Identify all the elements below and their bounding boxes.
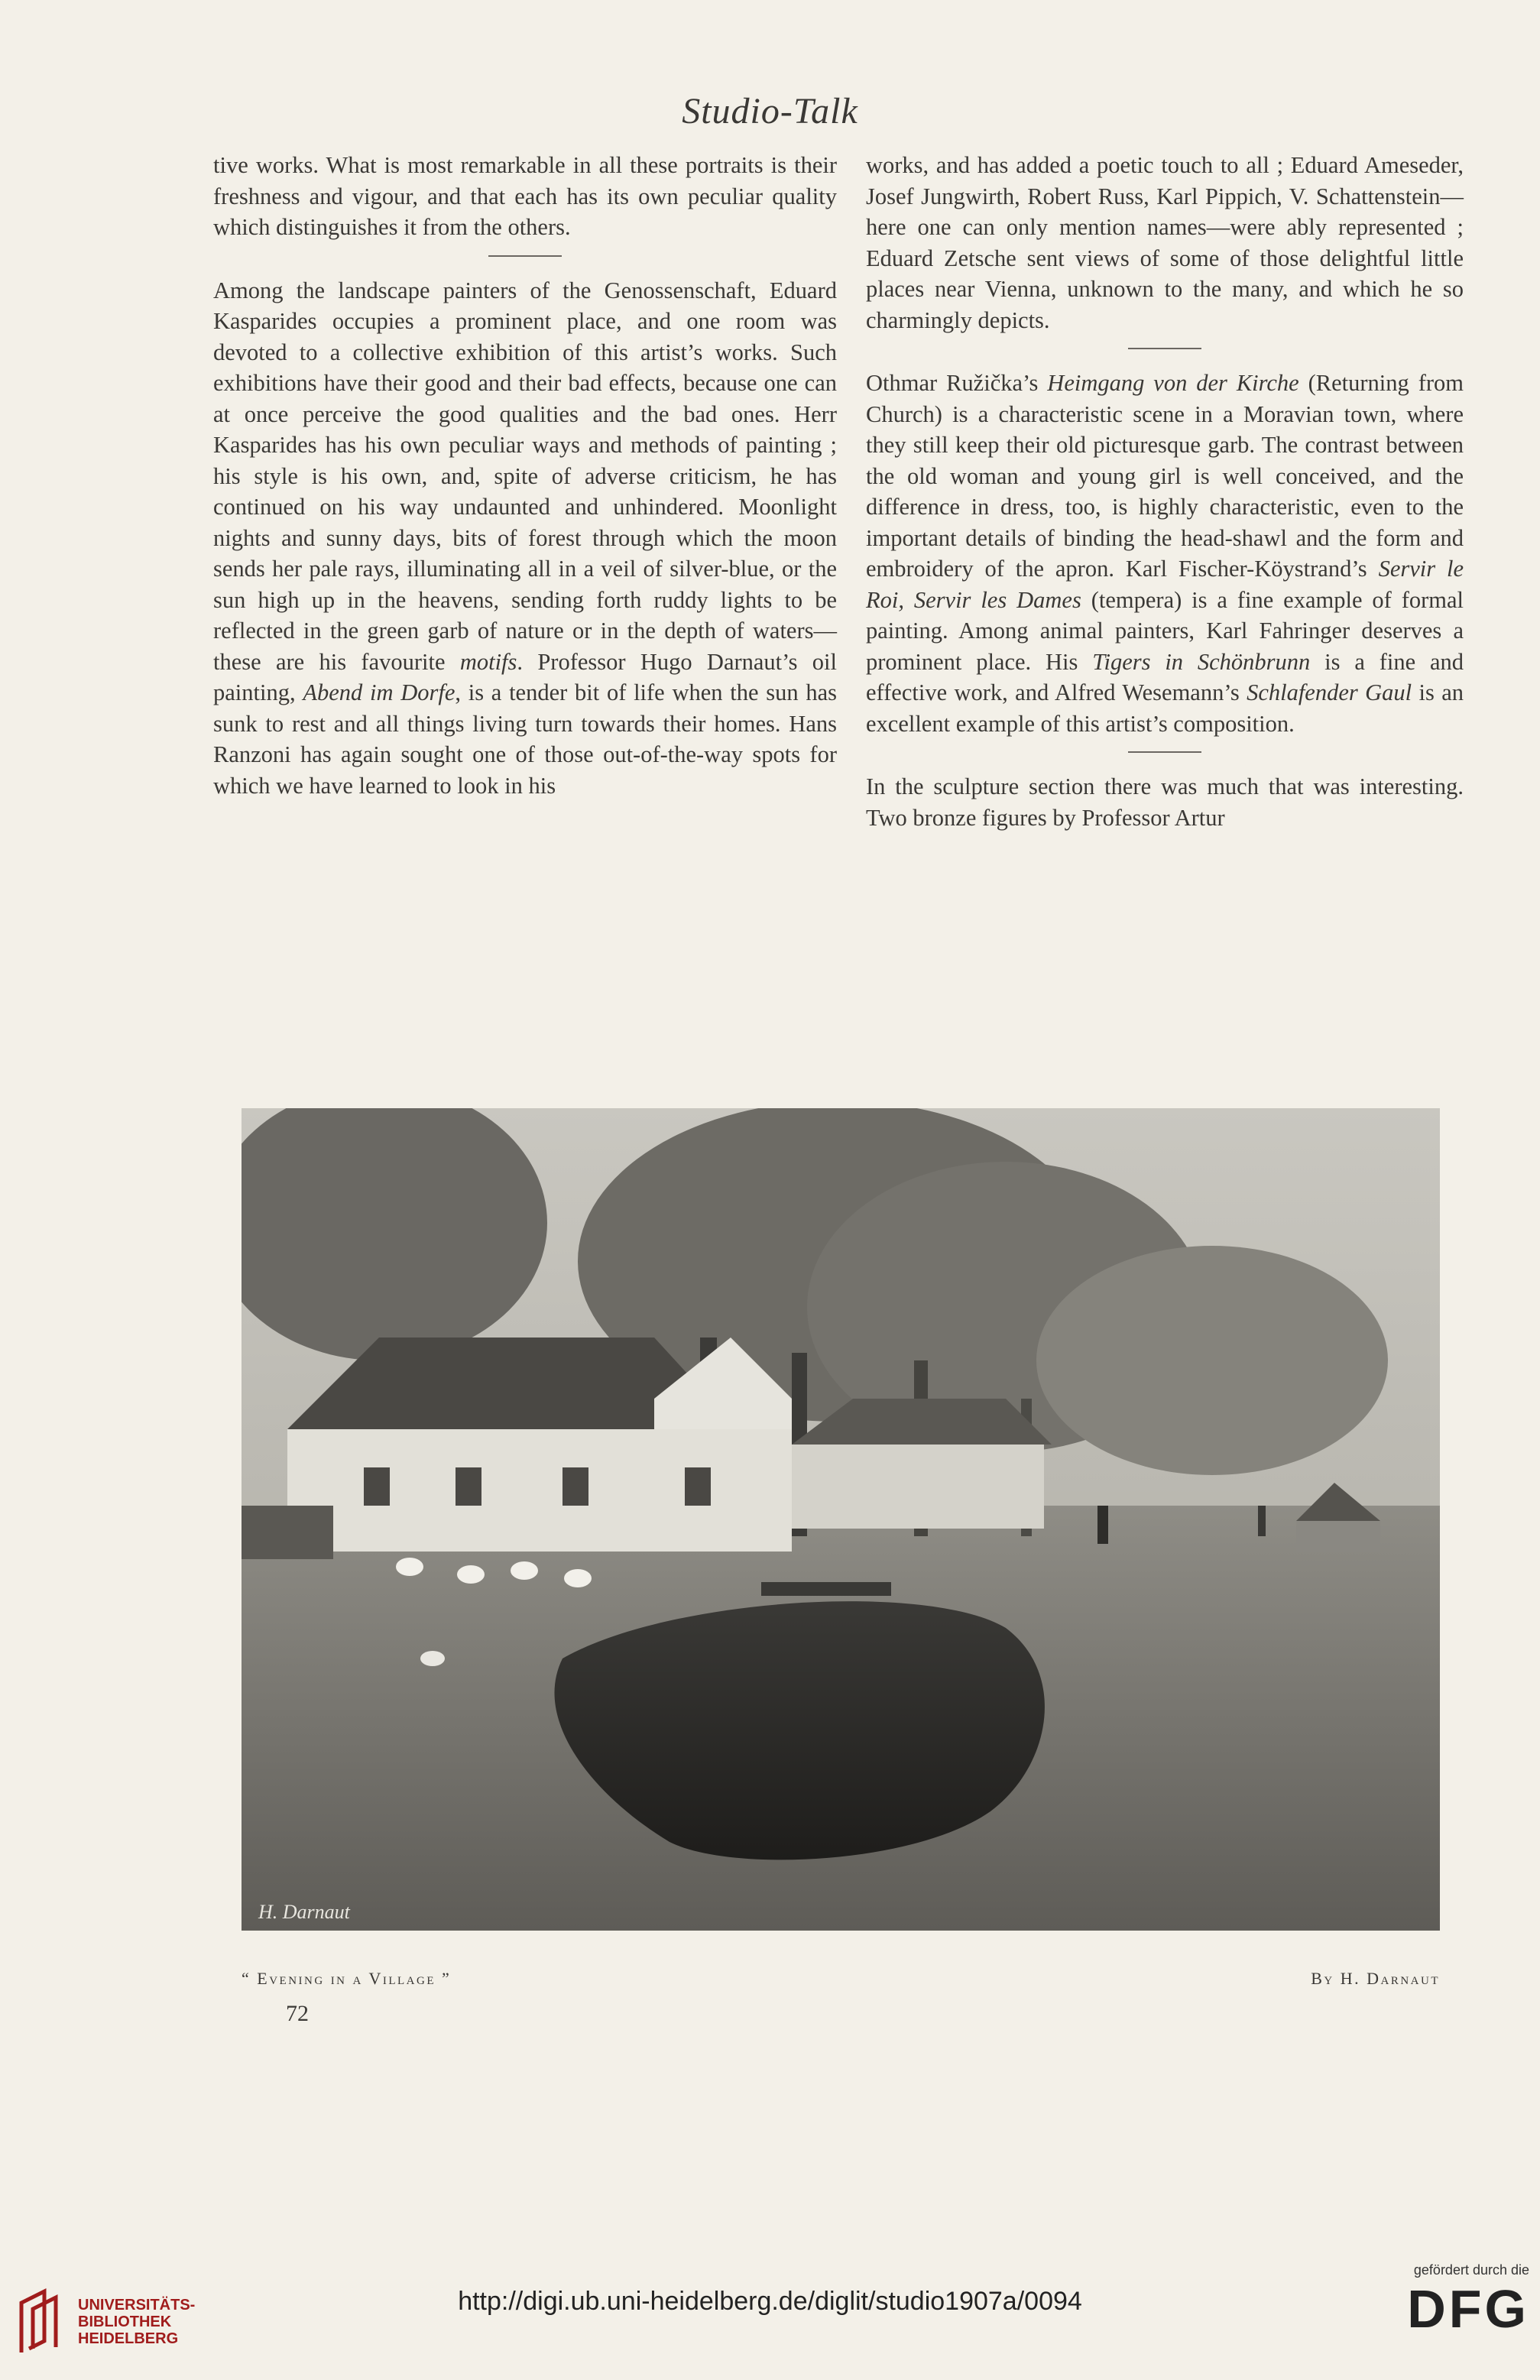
left-paragraph-2	[213, 275, 837, 802]
library-name-line-2: BIBLIOTHEK	[78, 2314, 172, 2330]
source-url-link[interactable]: http://digi.ub.uni-heidelberg.de/diglit/studio1907a/0094	[458, 2287, 1082, 2316]
section-divider	[488, 255, 562, 257]
running-header: Studio-Talk	[682, 91, 858, 131]
right-paragraph-3: In the sculpture section there was much that was interesting. Two bronze figures by Professor Artur	[866, 773, 1464, 831]
right-paragraph-2	[866, 368, 1464, 739]
section-divider	[1128, 348, 1201, 349]
left-p2-text: Among the landscape painters of the Genossenschaft, Eduard Kasparides occupies a prominent place, and one room was devoted to a collective exhibition of this artist’s works. Such exhibitions have their good and their bad effects, because one can at once perceive the good qualities and the bad ones. Herr Kasparides has his own peculiar ways and methods of painting ; his style is his own, and, spite of adverse criticism, he has continued on his way undaunted and unhindered. Moonlight nights and sunny days, bits of forest through which the moon sends her pale rays, illuminating all in a veil of silver-blue, or the sun high up in the heavens, sending forth ruddy lights to be reflected in the green garb of nature or in the depth of waters—these are his favourite	[213, 277, 837, 675]
tigers-title: Tigers in Schönbrunn	[1092, 648, 1311, 675]
right-p2-text-e: is an excellent example of this artist’s composition.	[866, 679, 1464, 737]
painting-illustration	[242, 1108, 1440, 1931]
sponsor-text: gefördert durch die	[1413, 2262, 1529, 2278]
dfg-sponsor[interactable]	[1354, 2262, 1529, 2339]
library-name-line-1: UNIVERSITÄTS-	[78, 2297, 196, 2314]
abend-im-dorfe-title: Abend im Dorfe	[303, 679, 456, 705]
servir-le-roi-title: Servir le Roi, Servir les Dames	[866, 556, 1464, 613]
motifs-italic: motifs	[459, 648, 517, 675]
right-p2-text-a: Othmar Ružička’s	[866, 370, 1048, 396]
section-divider	[1128, 751, 1201, 753]
plate-caption-title: “ Evening in a Village ”	[242, 1969, 452, 1988]
right-text-column	[866, 150, 1464, 833]
left-text-column	[213, 150, 837, 801]
library-name-line-3: HEIDELBERG	[78, 2330, 179, 2347]
painter-signature: H. Darnaut	[258, 1901, 350, 1923]
left-p2-text-c: , is a tender bit of life when the sun has sunk to rest and all things living turn towards their homes. Hans Ranzoni has again sought one of those out-of-the-way spots for which we have learned to look in his	[213, 679, 838, 799]
right-p2-text-c: (tempera) is a fine example of formal painting. Among animal painters, Karl Fahringer deserves a prominent place. His	[866, 586, 1464, 675]
left-paragraph-1: tive works. What is most remarkable in all these portraits is their freshness and vigour, and that each has its own peculiar quality which distinguishes it from the others.	[213, 152, 837, 240]
right-p2-text-b: (Returning from Church) is a characteristic scene in a Moravian town, where they still keep their old picturesque garb. The contrast between the old woman and young girl is well conceived, and the difference in dress, too, is highly characteristic, even to the important details of binding the head-shawl and the form and embroidery of the apron. Karl Fischer-Köystrand’s	[866, 370, 1464, 582]
right-paragraph-1: works, and has added a poetic touch to all ; Eduard Ameseder, Josef Jungwirth, Robert Russ, Karl Pippich, V. Schattenstein—here one can only mention names—were ably represented ; Eduard Zetsche sent views of some of those delightful little places near Vienna, unknown to the many, and which he so charmingly depicts.	[866, 152, 1464, 333]
plate-caption-artist: By H. Darnaut	[1311, 1969, 1440, 1988]
painting-plate	[242, 1108, 1440, 1931]
right-p2-text-d: is a fine and effective work, and Alfred Wesemann’s	[866, 648, 1464, 705]
heimgang-title: Heimgang von der Kirche	[1047, 370, 1299, 396]
page-number: 72	[286, 2001, 309, 2026]
left-p2-text-b: . Professor Hugo Darnaut’s oil painting,	[213, 648, 837, 705]
schlafender-gaul-title: Schlafender Gaul	[1247, 679, 1412, 705]
dfg-logo: DFG	[1407, 2279, 1529, 2339]
